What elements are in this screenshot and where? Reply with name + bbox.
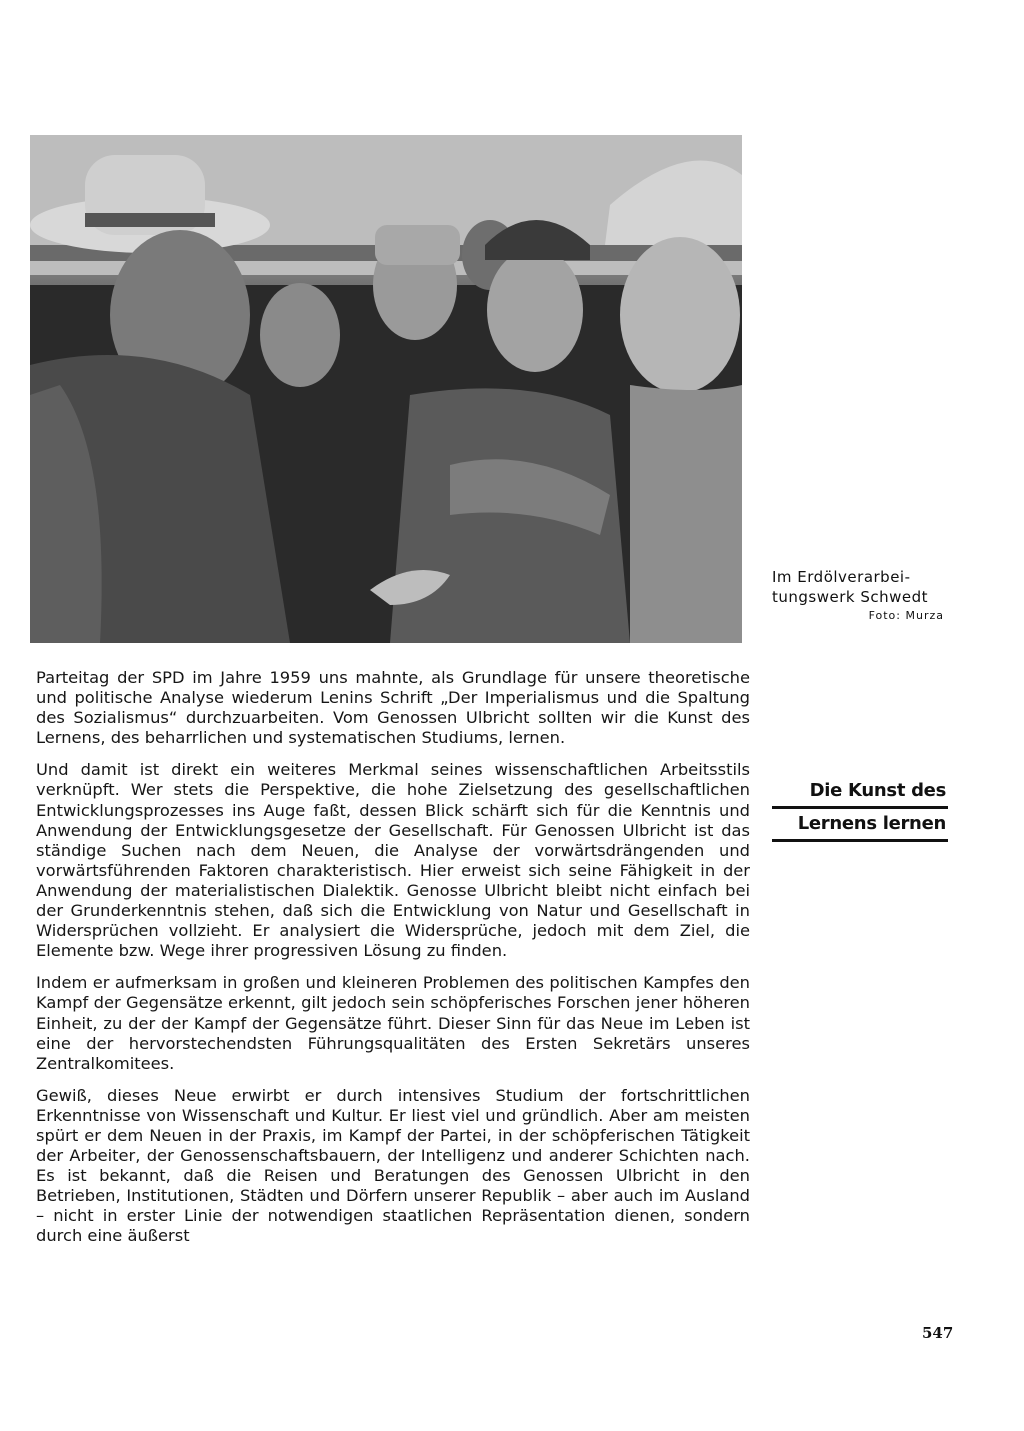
paragraph: Parteitag der SPD im Jahre 1959 uns mahnte, als Grundlage für unsere theoretische und politische Analyse wiederum Lenins Schrift „Der Imperialismus und die Spaltung des Sozialismus“ durchzuarbeiten. Vom Genossen Ulbricht sollten wir die Kunst des Lernens, des beharrlichen und systematischen Studiums, lernen. [36,668,750,748]
paragraph: Indem er aufmerksam in großen und kleineren Problemen des politischen Kampfes den Kampf der Gegensätze erkennt, gilt jedoch sein schöpferisches Forschen jener höheren Einheit, zu der der Kampf der Gegensätze führt. Dieser Sinn für das Neue im Leben ist eine der hervorstechendsten Führungsqualitäten des Ersten Sekretärs unseres Zentralkomitees. [36,973,750,1073]
photo-credit: Foto: Murza [868,609,944,622]
caption-line-1: Im Erdölverarbei- [772,568,911,586]
caption-line-2: tungswerk Schwedt [772,588,929,606]
photograph [30,135,742,643]
photo-caption [772,567,952,626]
page-number: 547 [922,1324,954,1342]
side-heading-line-1: Die Kunst des [772,776,948,809]
side-heading [772,776,948,842]
side-heading-line-2: Lernens lernen [772,809,948,842]
photo-illustration [30,135,742,643]
article-body [36,668,750,1259]
paragraph: Gewiß, dieses Neue erwirbt er durch intensives Studium der fortschrittlichen Erkenntnisse von Wissenschaft und Kultur. Er liest viel und gründlich. Aber am meisten spürt er dem Neuen in der Praxis, im Kampf der Partei, in der schöpferischen Tätigkeit der Arbeiter, der Genossenschaftsbauern, der Intelligenz und anderer Schichten nach. Es ist bekannt, daß die Reisen und Beratungen des Genossen Ulbricht in den Betrieben, Institutionen, Städten und Dörfern unserer Republik – aber auch im Ausland – nicht in erster Linie der notwendigen staatlichen Repräsentation dienen, sondern durch eine äußerst [36,1085,750,1246]
paragraph: Und damit ist direkt ein weiteres Merkmal seines wissenschaftlichen Arbeitsstils verknüpft. Wer stets die Perspektive, die hohe Zielsetzung des gesellschaftlichen Entwicklungsprozesses ins Auge faßt, dessen Blick schärft sich für die Kenntnis und Anwendung der Entwicklungsgesetze der Gesellschaft. Für Genossen Ulbricht ist das ständige Suchen nach dem Neuen, die Analyse der vorwärtsdrängenden und vorwärtsführenden Faktoren charakteristisch. Hier erweist sich seine Fähigkeit in der Anwendung der materialistischen Dialektik. Genosse Ulbricht bleibt nicht einfach bei der Grunderkenntnis stehen, daß sich die Entwicklung von Natur und Gesellschaft in Widersprüchen vollzieht. Er analysiert die Widersprüche, jedoch mit dem Ziel, die Elemente bzw. Wege ihrer progressiven Lösung zu finden. [36,760,750,961]
